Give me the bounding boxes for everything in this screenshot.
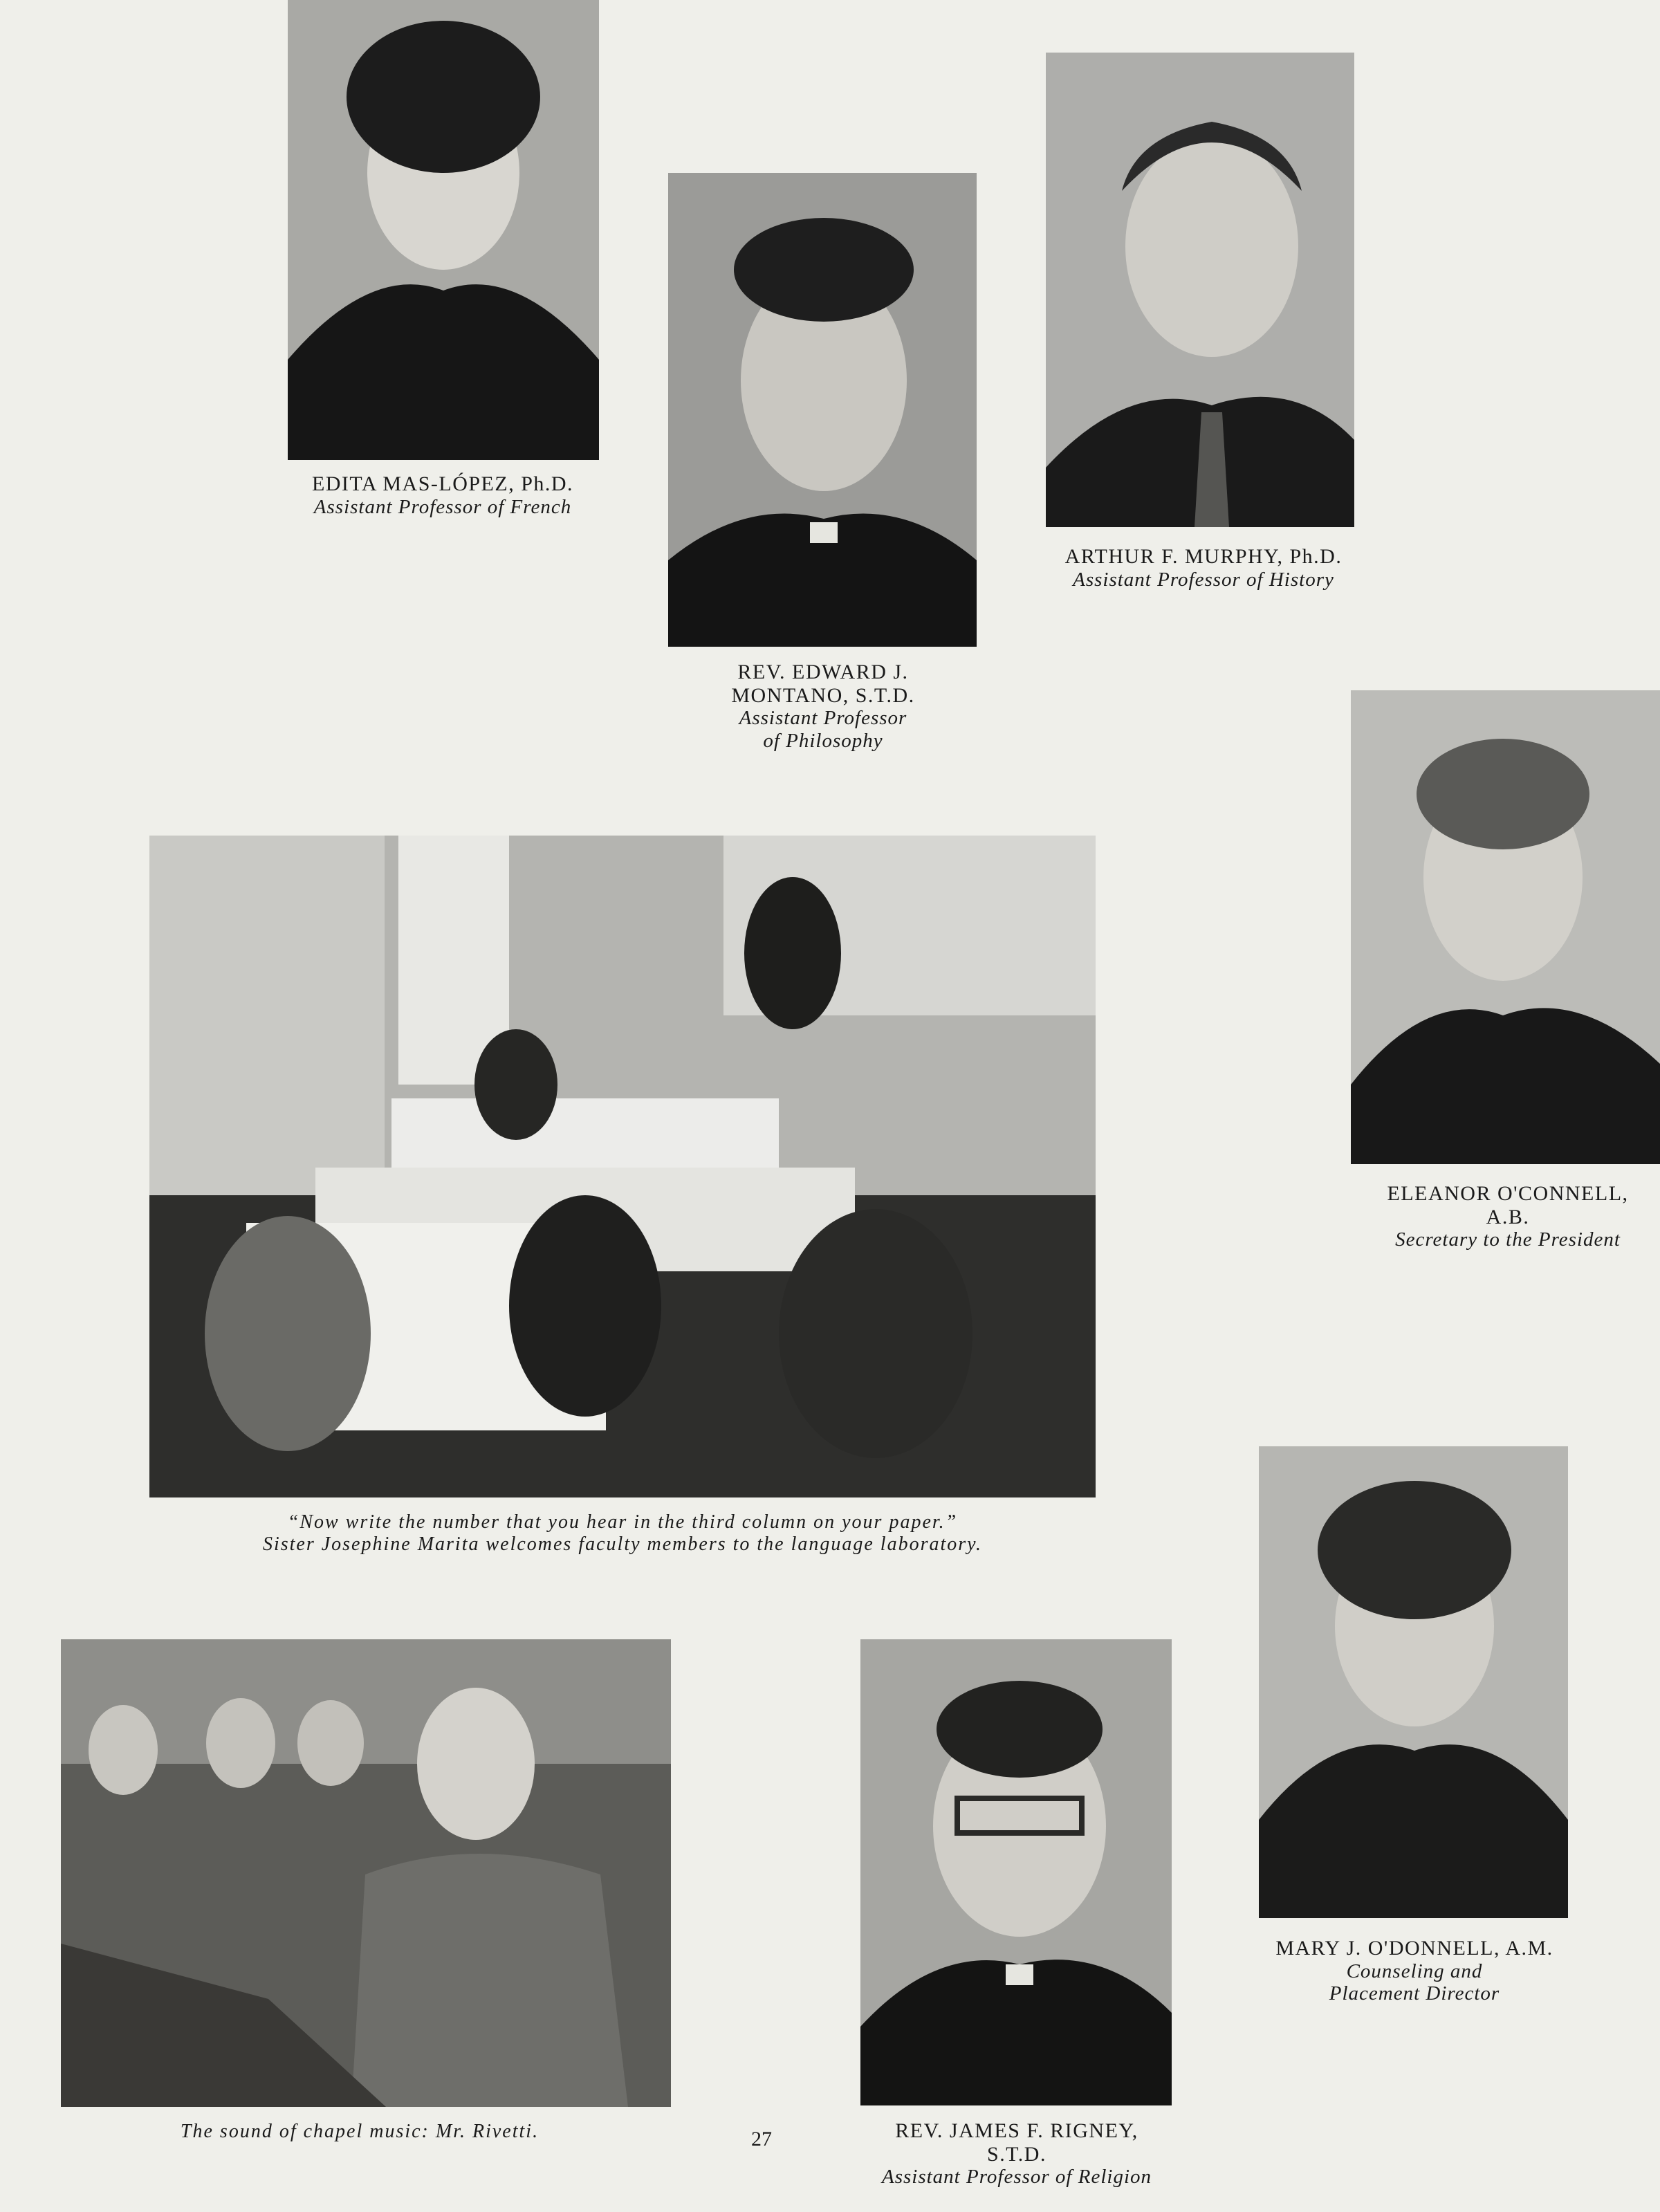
portrait-photo-mas-lopez (288, 0, 599, 460)
person-title: Secretary to the President (1395, 1228, 1621, 1251)
person-title-line1: Counseling and (1346, 1960, 1483, 1982)
caption-murphy (1024, 545, 1383, 591)
person-name-line2: S.T.D. (987, 2142, 1046, 2166)
person-name-line1: REV. JAMES F. RIGNEY, (895, 2119, 1138, 2142)
caption-mas-lopez (277, 472, 609, 518)
caption-montano (692, 661, 954, 752)
person-title-line2: of Philosophy (763, 729, 883, 752)
person-name-line2: A.B. (1486, 1205, 1530, 1228)
lab-caption-line1: “Now write the number that you hear in the third column on your paper.” (287, 1511, 958, 1533)
caption-oconnell (1356, 1182, 1660, 1251)
person-name-line1: ELEANOR O'CONNELL, (1387, 1182, 1629, 1205)
person-title-line2: Placement Director (1329, 1982, 1500, 2005)
portrait-photo-murphy (1046, 53, 1354, 527)
person-title: Assistant Professor of History (1073, 568, 1334, 591)
portrait-photo-rigney (860, 1639, 1172, 2105)
lab-caption-line2: Sister Josephine Marita welcomes faculty members to the language laboratory. (262, 1533, 983, 1556)
language-lab-photo (149, 836, 1096, 1497)
person-name-line2: MONTANO, S.T.D. (731, 683, 915, 707)
person-name: MARY J. O'DONNELL, A.M. (1275, 1937, 1553, 1960)
caption-rigney (844, 2119, 1190, 2188)
person-name: ARTHUR F. MURPHY, Ph.D. (1064, 545, 1343, 568)
page-number: 27 (751, 2128, 772, 2150)
portrait-photo-odonnell (1259, 1446, 1568, 1918)
caption-odonnell (1245, 1937, 1584, 2005)
chapel-music-caption: The sound of chapel music: Mr. Rivetti. (180, 2121, 540, 2142)
person-name-line1: REV. EDWARD J. (737, 661, 909, 683)
portrait-photo-oconnell (1351, 690, 1660, 1164)
language-lab-caption (159, 1511, 1086, 1556)
person-title: Assistant Professor of Religion (881, 2166, 1152, 2188)
person-name: EDITA MAS-LÓPEZ, Ph.D. (311, 472, 574, 495)
person-title: Assistant Professor of French (313, 495, 572, 518)
portrait-photo-montano (668, 173, 977, 647)
chapel-music-photo (61, 1639, 671, 2107)
person-title-line1: Assistant Professor (739, 707, 907, 730)
